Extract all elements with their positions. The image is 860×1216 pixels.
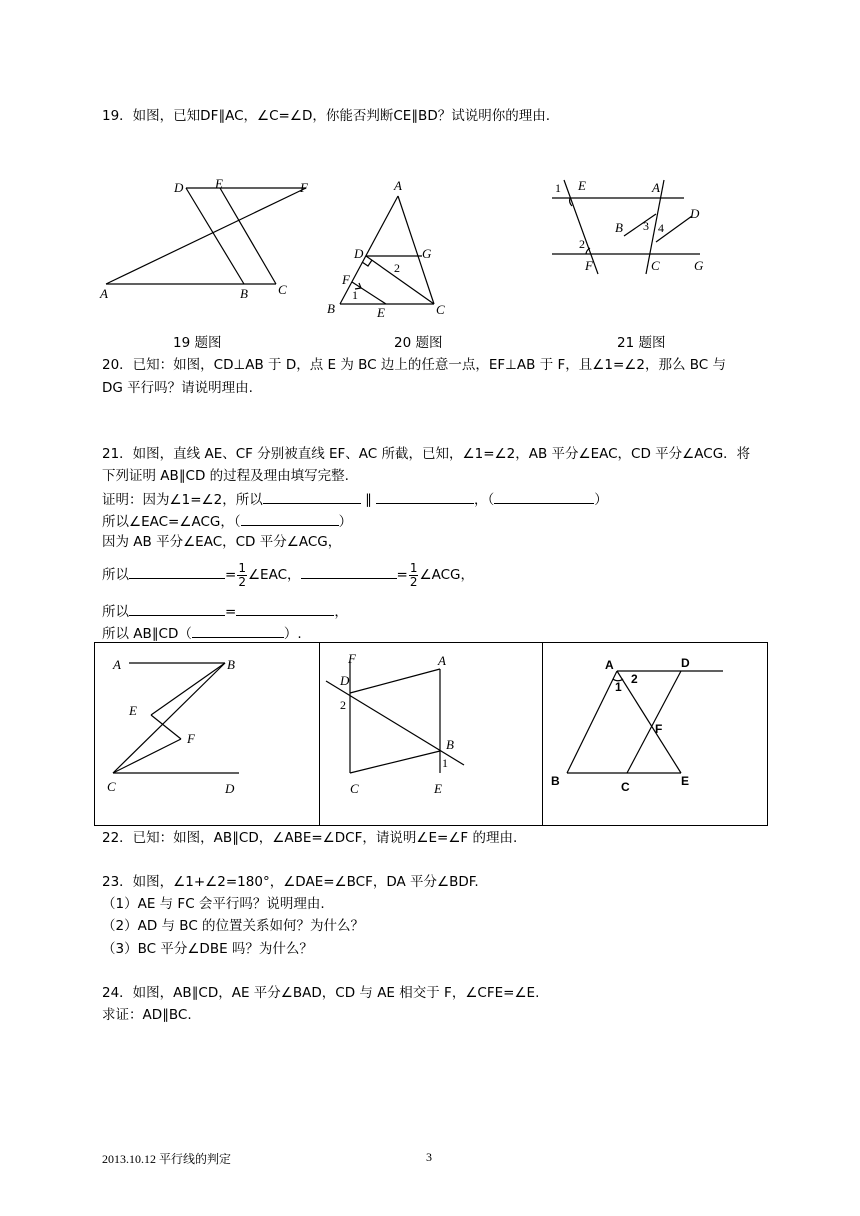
blank-4[interactable] [241, 511, 339, 526]
label-F: F [187, 731, 195, 746]
proof5-text: 所以 [102, 604, 129, 620]
label-E: E [129, 703, 137, 718]
q21-proof-line6 [102, 623, 302, 643]
q21-proof-line3: 因为 AB 平分∠EAC，CD 平分∠ACG， [102, 534, 342, 550]
blank-6[interactable] [301, 564, 397, 579]
q19-text: 19．如图，已知DF∥AC，∠C=∠D，你能否判断CE∥BD？试说明你的理由. [102, 108, 551, 124]
label-F: F [585, 258, 593, 273]
label-angle-1: 1 [615, 680, 622, 694]
q21-proof-line2 [102, 511, 352, 531]
label-angle-2: 2 [340, 698, 346, 712]
q21-line1: 21．如图，直线 AE、CF 分别被直线 EF、AC 所截，已知，∠1=∠2，AB 平分∠EAC，CD 平分∠ACG．将 [102, 446, 751, 462]
figure-20 [322, 176, 452, 322]
label-E: E [681, 774, 690, 788]
proof6-close: ）. [283, 626, 302, 642]
label-B: B [327, 301, 335, 316]
label-C: C [107, 779, 116, 794]
q21-proof-line1 [102, 489, 608, 509]
label-D: D [174, 180, 184, 195]
page-number: 3 [426, 1150, 432, 1164]
label-D: D [225, 781, 235, 796]
blank-5[interactable] [129, 564, 225, 579]
blank-3[interactable] [494, 489, 594, 504]
q24-line1: 24．如图，AB∥CD，AE 平分∠BAD，CD 与 AE 相交于 F，∠CFE=∠E. [102, 985, 540, 1001]
proof1-text: 证明：因为∠1=∠2，所以 [102, 492, 263, 508]
blank-9[interactable] [192, 623, 284, 638]
footer-title: 2013.10.12 平行线的判定 [102, 1152, 232, 1166]
parallel-symbol: ∥ [365, 492, 372, 508]
label-E: E [434, 781, 442, 796]
label-C: C [651, 258, 660, 273]
figure-24 [543, 643, 767, 825]
blank-7[interactable] [129, 601, 225, 616]
q22-text: 22．已知：如图，AB∥CD，∠ABE=∠DCF，请说明∠E=∠F 的理由. [102, 830, 518, 846]
q21-line2: 下列证明 AB∥CD 的过程及理由填写完整. [102, 468, 349, 484]
label-A: A [394, 178, 402, 193]
q23-line2: （1）AE 与 FC 会平行吗？说明理由. [102, 896, 325, 912]
caption-fig20: 20 题图 [394, 335, 443, 351]
label-B: B [551, 774, 560, 788]
equals: = [396, 567, 408, 583]
label-B: B [240, 286, 248, 301]
figure-21 [548, 174, 718, 284]
label-angle-3: 3 [643, 219, 649, 233]
q24-line2: 求证：AD∥BC. [102, 1007, 192, 1023]
q20-line1: 20．已知：如图，CD⊥AB 于 D，点 E 为 BC 边上的任意一点，EF⊥AB 于 F，且∠1=∠2，那么 BC 与 [102, 357, 727, 373]
label-C: C [350, 781, 359, 796]
label-B: B [227, 657, 235, 672]
label-angle-2: 2 [579, 237, 585, 251]
label-angle-1: 1 [352, 288, 358, 302]
figure-23 [320, 643, 542, 825]
label-F: F [655, 722, 663, 736]
label-angle-4: 4 [658, 221, 664, 235]
q23-line1: 23．如图，∠1+∠2=180°，∠DAE=∠BCF，DA 平分∠BDF. [102, 874, 479, 890]
fraction-half [237, 562, 247, 589]
label-E: E [377, 305, 385, 320]
label-B: B [446, 737, 454, 752]
equals: = [225, 604, 237, 620]
q23-line4: （3）BC 平分∠DBE 吗？为什么？ [102, 941, 313, 957]
figure-19 [96, 176, 328, 302]
label-A: A [113, 657, 121, 672]
caption-fig21: 21 题图 [617, 335, 666, 351]
proof4-text: 所以 [102, 567, 129, 583]
equals: = [225, 567, 237, 583]
frac-den: 2 [238, 574, 246, 589]
angle-acg: ∠ACG， [419, 567, 474, 583]
figure-table [94, 642, 768, 826]
q23-line3: （2）AD 与 BC 的位置关系如何？为什么？ [102, 918, 365, 934]
frac-num: 1 [409, 560, 418, 575]
label-angle-2: 2 [631, 672, 638, 686]
blank-1[interactable] [263, 489, 361, 504]
label-D: D [681, 656, 690, 670]
proof5-comma: ， [334, 604, 348, 620]
label-angle-1: 1 [442, 756, 448, 770]
label-D: D [340, 673, 350, 688]
caption-fig19: 19 题图 [173, 335, 222, 351]
label-E: E [215, 176, 223, 191]
label-angle-1: 1 [555, 181, 561, 195]
frac-num: 1 [238, 560, 246, 575]
proof1-comma: ，（ [474, 492, 495, 508]
label-C: C [436, 302, 445, 317]
fraction-half [409, 562, 419, 589]
label-B: B [615, 220, 623, 235]
label-F: F [342, 272, 350, 287]
label-D: D [354, 246, 364, 261]
label-angle-2: 2 [394, 261, 400, 275]
proof6-text: 所以 AB∥CD（ [102, 626, 192, 642]
label-C: C [621, 780, 630, 794]
figure-22 [95, 643, 319, 825]
q21-proof-line4 [102, 556, 474, 594]
blank-8[interactable] [236, 601, 334, 616]
label-A: A [652, 180, 660, 195]
proof2-close: ） [338, 514, 353, 530]
q20-line2: DG 平行吗？请说明理由. [102, 380, 253, 396]
label-F: F [348, 651, 356, 666]
label-G: G [694, 258, 704, 273]
label-A: A [605, 658, 614, 672]
frac-den: 2 [409, 574, 418, 589]
label-A: A [438, 653, 446, 668]
angle-eac: ∠EAC， [247, 567, 301, 583]
label-F: F [300, 180, 308, 195]
label-G: G [422, 246, 432, 261]
proof2-text: 所以∠EAC=∠ACG，（ [102, 514, 241, 530]
proof1-close: ） [594, 492, 608, 508]
label-D: D [690, 206, 700, 221]
label-E: E [578, 178, 586, 193]
label-A: A [100, 286, 108, 301]
label-C: C [278, 282, 287, 297]
blank-2[interactable] [376, 489, 474, 504]
q21-proof-line5 [102, 601, 348, 621]
